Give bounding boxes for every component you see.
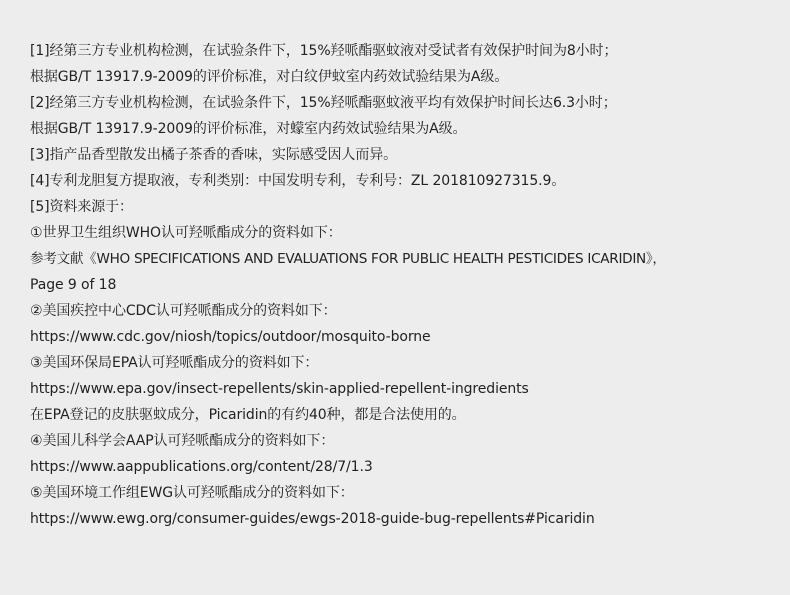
source-cdc-heading: ②美国疾控中心CDC认可羟哌酯成分的资料如下： bbox=[30, 303, 337, 319]
source-who-heading: ①世界卫生组织WHO认可羟哌酯成分的资料如下： bbox=[30, 225, 342, 241]
source-who-page: Page 9 of 18 bbox=[30, 277, 117, 293]
footnote-3: [3]指产品香型散发出橘子茶香的香味，实际感受因人而异。 bbox=[30, 147, 398, 163]
footnote-5-heading: [5]资料来源于： bbox=[30, 199, 133, 215]
source-epa-heading: ③美国环保局EPA认可羟哌酯成分的资料如下： bbox=[30, 355, 319, 371]
source-aap-heading: ④美国儿科学会AAP认可羟哌酯成分的资料如下： bbox=[30, 433, 335, 449]
footnote-2-line-2: 根据GB/T 13917.9-2009的评价标准，对蠓室内药效试验结果为A级。 bbox=[30, 121, 467, 137]
source-who-reference: 参考文献《WHO SPECIFICATIONS AND EVALUATIONS FOR PUBLIC HEALTH PESTICIDES ICARIDIN》， bbox=[30, 251, 666, 267]
source-epa-url: https://www.epa.gov/insect-repellents/skin-applied-repellent-ingredients bbox=[30, 381, 529, 397]
source-epa-note: 在EPA登记的皮肤驱蚊成分，Picaridin的有约40种，都是合法使用的。 bbox=[30, 407, 466, 423]
footnote-1-line-2: 根据GB/T 13917.9-2009的评价标准，对白纹伊蚊室内药效试验结果为A级。 bbox=[30, 69, 509, 85]
footnote-1-line-1: [1]经第三方专业机构检测，在试验条件下，15%羟哌酯驱蚊液对受试者有效保护时间为8小时； bbox=[30, 43, 618, 59]
source-ewg-url: https://www.ewg.org/consumer-guides/ewgs-2018-guide-bug-repellents#Picaridin bbox=[30, 511, 595, 527]
source-ewg-heading: ⑤美国环境工作组EWG认可羟哌酯成分的资料如下： bbox=[30, 485, 354, 501]
footnote-2-line-1: [2]经第三方专业机构检测，在试验条件下，15%羟哌酯驱蚊液平均有效保护时间长达6.3小时； bbox=[30, 95, 617, 111]
footnote-4: [4]专利龙胆复方提取液，专利类别：中国发明专利，专利号：ZL 201810927315.9。 bbox=[30, 173, 566, 189]
source-cdc-url: https://www.cdc.gov/niosh/topics/outdoor/mosquito-borne bbox=[30, 329, 431, 345]
source-aap-url: https://www.aappublications.org/content/28/7/1.3 bbox=[30, 459, 373, 475]
